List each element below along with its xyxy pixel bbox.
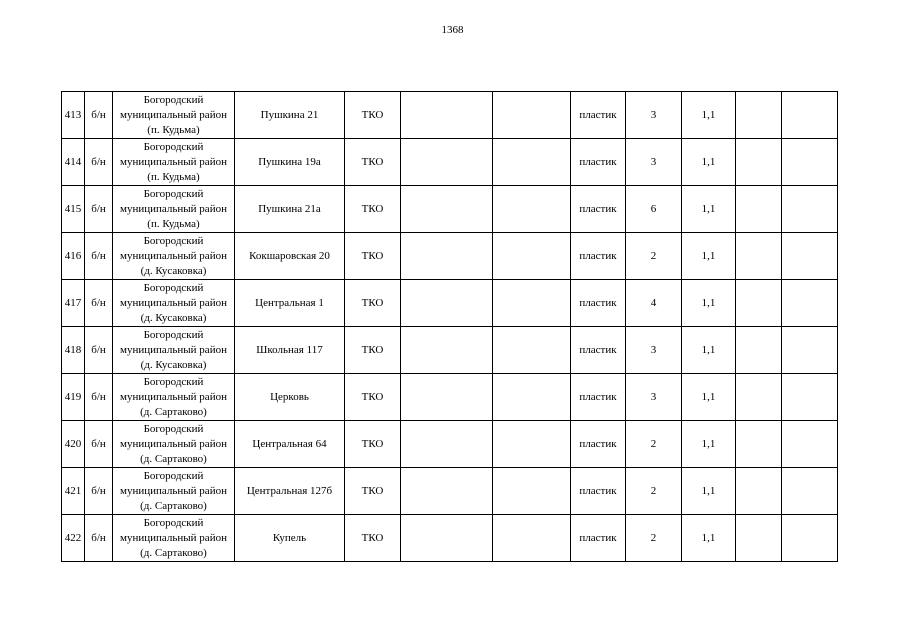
row-address: Церковь	[235, 374, 345, 421]
empty-cell	[493, 139, 571, 186]
table-row	[62, 233, 838, 280]
row-bn: б/н	[85, 186, 113, 233]
row-bn: б/н	[85, 327, 113, 374]
empty-cell	[401, 233, 493, 280]
row-volume: 1,1	[682, 421, 736, 468]
empty-cell	[736, 327, 782, 374]
row-type: ТКО	[345, 186, 401, 233]
row-district: Богородский муниципальный район (д. Кусаковка)	[113, 233, 235, 280]
row-address: Школьная 117	[235, 327, 345, 374]
row-count: 3	[626, 374, 682, 421]
row-material: пластик	[571, 186, 626, 233]
row-number: 417	[62, 280, 85, 327]
table-row	[62, 421, 838, 468]
table-row	[62, 327, 838, 374]
empty-cell	[401, 374, 493, 421]
empty-cell	[782, 280, 838, 327]
empty-cell	[782, 374, 838, 421]
empty-cell	[401, 421, 493, 468]
row-count: 2	[626, 468, 682, 515]
row-count: 3	[626, 327, 682, 374]
table-row	[62, 374, 838, 421]
row-type: ТКО	[345, 374, 401, 421]
empty-cell	[493, 280, 571, 327]
row-volume: 1,1	[682, 327, 736, 374]
empty-cell	[736, 233, 782, 280]
empty-cell	[401, 468, 493, 515]
empty-cell	[736, 139, 782, 186]
row-bn: б/н	[85, 468, 113, 515]
row-count: 2	[626, 421, 682, 468]
empty-cell	[401, 139, 493, 186]
row-material: пластик	[571, 421, 626, 468]
empty-cell	[493, 468, 571, 515]
row-bn: б/н	[85, 515, 113, 562]
row-volume: 1,1	[682, 468, 736, 515]
row-type: ТКО	[345, 92, 401, 139]
row-district: Богородский муниципальный район (д. Сартаково)	[113, 374, 235, 421]
empty-cell	[782, 327, 838, 374]
empty-cell	[493, 421, 571, 468]
row-number: 416	[62, 233, 85, 280]
row-bn: б/н	[85, 92, 113, 139]
row-number: 413	[62, 92, 85, 139]
empty-cell	[782, 233, 838, 280]
row-bn: б/н	[85, 233, 113, 280]
row-bn: б/н	[85, 139, 113, 186]
empty-cell	[401, 186, 493, 233]
row-number: 418	[62, 327, 85, 374]
row-volume: 1,1	[682, 139, 736, 186]
row-address: Пушкина 21	[235, 92, 345, 139]
row-address: Пушкина 21а	[235, 186, 345, 233]
row-material: пластик	[571, 327, 626, 374]
row-number: 415	[62, 186, 85, 233]
empty-cell	[401, 515, 493, 562]
empty-cell	[493, 233, 571, 280]
table-row	[62, 468, 838, 515]
row-number: 422	[62, 515, 85, 562]
row-type: ТКО	[345, 280, 401, 327]
row-district: Богородский муниципальный район (д. Сартаково)	[113, 421, 235, 468]
row-number: 414	[62, 139, 85, 186]
row-type: ТКО	[345, 139, 401, 186]
empty-cell	[493, 327, 571, 374]
registry-table	[61, 91, 838, 562]
empty-cell	[736, 280, 782, 327]
row-type: ТКО	[345, 421, 401, 468]
row-number: 419	[62, 374, 85, 421]
row-bn: б/н	[85, 280, 113, 327]
row-count: 6	[626, 186, 682, 233]
empty-cell	[782, 186, 838, 233]
empty-cell	[782, 92, 838, 139]
empty-cell	[782, 468, 838, 515]
row-address: Центральная 64	[235, 421, 345, 468]
empty-cell	[782, 139, 838, 186]
row-district: Богородский муниципальный район (п. Кудьма)	[113, 92, 235, 139]
row-material: пластик	[571, 233, 626, 280]
row-volume: 1,1	[682, 374, 736, 421]
empty-cell	[401, 92, 493, 139]
empty-cell	[493, 92, 571, 139]
row-count: 3	[626, 139, 682, 186]
row-material: пластик	[571, 515, 626, 562]
table-row	[62, 186, 838, 233]
row-volume: 1,1	[682, 186, 736, 233]
empty-cell	[401, 327, 493, 374]
row-address: Кокшаровская 20	[235, 233, 345, 280]
row-count: 4	[626, 280, 682, 327]
table-row	[62, 280, 838, 327]
empty-cell	[736, 374, 782, 421]
row-bn: б/н	[85, 374, 113, 421]
row-volume: 1,1	[682, 515, 736, 562]
row-count: 2	[626, 515, 682, 562]
row-address: Центральная 127б	[235, 468, 345, 515]
empty-cell	[782, 421, 838, 468]
row-material: пластик	[571, 280, 626, 327]
row-type: ТКО	[345, 233, 401, 280]
empty-cell	[493, 374, 571, 421]
row-address: Пушкина 19а	[235, 139, 345, 186]
empty-cell	[736, 421, 782, 468]
row-type: ТКО	[345, 327, 401, 374]
row-number: 421	[62, 468, 85, 515]
row-volume: 1,1	[682, 233, 736, 280]
table-row	[62, 92, 838, 139]
row-material: пластик	[571, 374, 626, 421]
row-volume: 1,1	[682, 280, 736, 327]
row-number: 420	[62, 421, 85, 468]
table-row	[62, 139, 838, 186]
row-district: Богородский муниципальный район (д. Кусаковка)	[113, 327, 235, 374]
empty-cell	[493, 186, 571, 233]
row-bn: б/н	[85, 421, 113, 468]
row-type: ТКО	[345, 468, 401, 515]
empty-cell	[401, 280, 493, 327]
row-type: ТКО	[345, 515, 401, 562]
page-number: 1368	[441, 24, 464, 36]
row-volume: 1,1	[682, 92, 736, 139]
row-address: Купель	[235, 515, 345, 562]
row-material: пластик	[571, 139, 626, 186]
table-row	[62, 515, 838, 562]
row-material: пластик	[571, 92, 626, 139]
empty-cell	[493, 515, 571, 562]
row-district: Богородский муниципальный район (д. Кусаковка)	[113, 280, 235, 327]
row-district: Богородский муниципальный район (д. Сартаково)	[113, 468, 235, 515]
row-district: Богородский муниципальный район (п. Кудьма)	[113, 139, 235, 186]
row-material: пластик	[571, 468, 626, 515]
empty-cell	[736, 92, 782, 139]
row-address: Центральная 1	[235, 280, 345, 327]
row-district: Богородский муниципальный район (п. Кудьма)	[113, 186, 235, 233]
row-count: 3	[626, 92, 682, 139]
row-district: Богородский муниципальный район (д. Сартаково)	[113, 515, 235, 562]
empty-cell	[782, 515, 838, 562]
row-count: 2	[626, 233, 682, 280]
empty-cell	[736, 468, 782, 515]
empty-cell	[736, 186, 782, 233]
empty-cell	[736, 515, 782, 562]
